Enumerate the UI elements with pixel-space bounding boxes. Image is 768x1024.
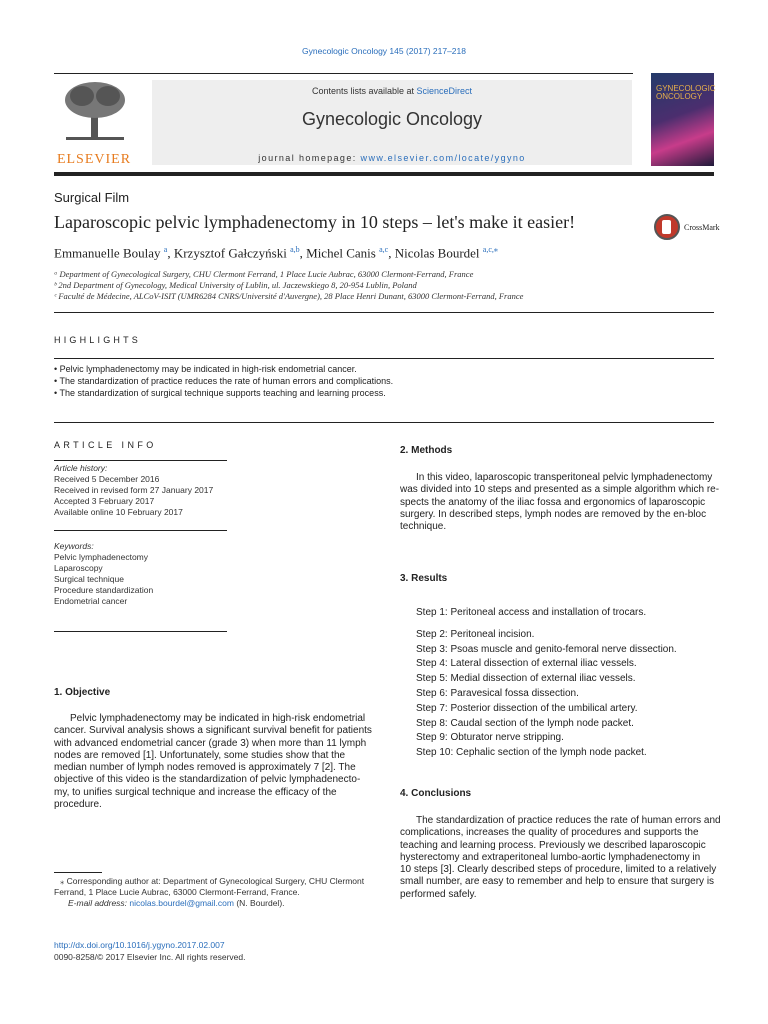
history-item: Received in revised form 27 January 2017 xyxy=(54,485,214,495)
step-item: Step 4: Lateral dissection of external iliac vessels. xyxy=(416,658,637,669)
body-line: 10 steps [3]. Clearly described steps of procedure, limited to a relatively xyxy=(400,864,717,876)
step-item: Step 7: Posterior dissection of the umbilical artery. xyxy=(416,703,638,714)
email-label: E-mail address: xyxy=(68,898,130,908)
divider xyxy=(54,631,227,632)
cover-title-line-1: GYNECOLOGIC xyxy=(656,84,716,93)
keyword[interactable]: Surgical technique xyxy=(54,574,124,584)
header-rule xyxy=(54,73,633,74)
crossmark-badge[interactable] xyxy=(654,214,728,244)
body-line: nodes are removed [1]. Unfortunately, some studies show that the xyxy=(54,749,346,761)
conclusions-body xyxy=(400,815,724,901)
body-line: small number, are easy to remember and help to ensure that surgery is xyxy=(400,876,715,888)
step-item: Step 3: Psoas muscle and genito-femoral nerve dissection. xyxy=(416,644,677,655)
author-name[interactable]: Emmanuelle Boulay xyxy=(54,245,161,261)
results-heading: 3. Results xyxy=(400,573,448,584)
divider xyxy=(54,460,227,461)
step-item: Step 9: Obturator nerve stripping. xyxy=(416,732,564,743)
step-item: Step 2: Peritoneal incision. xyxy=(416,629,535,640)
body-line: Pelvic lymphadenectomy may be indicated in high-risk endometrial xyxy=(70,713,366,724)
contents-prefix: Contents lists available at xyxy=(311,86,417,96)
keyword[interactable]: Endometrial cancer xyxy=(54,596,128,606)
conclusions-heading: 4. Conclusions xyxy=(400,788,472,799)
divider xyxy=(54,422,714,423)
affiliation: ᵃ Department of Gynecological Surgery, CHU Clermont Ferrand, 1 Place Lucie Aubrac, 63000 Clermont-Ferrand, France xyxy=(54,269,474,279)
publisher-name: ELSEVIER xyxy=(56,152,132,167)
history-item: Received 5 December 2016 xyxy=(54,474,160,484)
step-item: Step 6: Paravesical fossa dissection. xyxy=(416,688,579,699)
step-item: Step 1: Peritoneal access and installation of trocars. xyxy=(416,607,647,618)
author-name[interactable]: Krzysztof Gałczyński xyxy=(173,245,287,261)
author-affiliation-marker[interactable]: a,c xyxy=(379,245,389,254)
article-title: Laparoscopic pelvic lymphadenectomy in 10 steps – let's make it easier! xyxy=(54,212,576,232)
author-affiliation-marker[interactable]: a,c,⁎ xyxy=(482,245,498,254)
homepage-line xyxy=(152,153,632,163)
email-link[interactable]: nicolas.bourdel@gmail.com xyxy=(129,898,234,908)
divider xyxy=(54,312,714,313)
history-item: Accepted 3 February 2017 xyxy=(54,496,155,506)
body-line: In this video, laparoscopic transperitoneal pelvic lymphadenectomy xyxy=(416,472,713,483)
homepage-link[interactable]: www.elsevier.com/locate/ygyno xyxy=(360,153,526,163)
section-type: Surgical Film xyxy=(54,190,130,205)
body-line: performed safely. xyxy=(400,888,477,900)
keyword[interactable]: Procedure standardization xyxy=(54,585,154,595)
step-item: Step 8: Caudal section of the lymph node packet. xyxy=(416,718,634,729)
body-line: median number of lymph nodes removed is approximately 7 [2]. The xyxy=(54,762,356,774)
crossmark-label: CrossMark xyxy=(684,223,720,232)
body-line: procedure. xyxy=(54,799,102,811)
corresponding-note-cont: Ferrand, 1 Place Lucie Aubrac, 63000 Clermont-Ferrand, France. xyxy=(54,887,300,897)
author-list: Emmanuelle Boulay $^a$, Krzysztof Gałczyński $^{a,b}$, Michel Canis $^{a,c}$, Nicolas Bourdel $^{a,c,⁎}$ xyxy=(54,245,498,261)
keywords-label: Keywords: xyxy=(54,541,94,551)
history-label: Article history: xyxy=(54,463,108,473)
tree-icon xyxy=(62,80,128,142)
divider xyxy=(54,358,714,359)
body-line: teaching and learning process. Previously we described laparoscopic xyxy=(400,839,706,851)
author-name[interactable]: Michel Canis xyxy=(306,245,376,261)
divider xyxy=(54,530,227,531)
highlights-heading: HIGHLIGHTS xyxy=(54,335,142,345)
copyright: 0090-8258/© 2017 Elsevier Inc. All rights reserved. xyxy=(54,952,246,962)
article-info-heading: ARTICLE INFO xyxy=(54,440,157,450)
contents-line xyxy=(152,86,632,96)
affiliation: ᵇ 2nd Department of Gynecology, Medical University of Lublin, ul. Jaczewskiego 8, 20-954 Lublin, Poland xyxy=(54,280,417,290)
journal-title[interactable]: Gynecologic Oncology xyxy=(301,109,483,129)
crossmark-bookmark-icon xyxy=(662,220,671,234)
body-line: cancer. Survival analysis shows a significant survival benefit for patients xyxy=(54,725,372,737)
footnote-rule xyxy=(54,872,102,873)
affiliation: ᶜ Faculté de Médecine, ALCoV-ISIT (UMR6284 CNRS/Université d'Auvergne), 28 Place Henri Dunant, 63000 Clermont-Ferrand, France xyxy=(54,291,524,301)
journal-cover[interactable] xyxy=(651,73,714,166)
step-item: Step 5: Medial dissection of external iliac vessels. xyxy=(416,673,636,684)
step-item: Step 10: Cephalic section of the lymph node packet. xyxy=(416,747,647,758)
sciencedirect-link[interactable]: ScienceDirect xyxy=(416,86,473,96)
objective-heading: 1. Objective xyxy=(54,687,111,698)
body-line: objective of this video is the standardization of pelvic lymphadenecto- xyxy=(54,774,361,786)
body-line: surgery. In described steps, lymph nodes are removed by the en-bloc xyxy=(400,508,707,520)
body-line: my, to unifies surgical technique and increase the efficacy of the xyxy=(54,786,337,798)
homepage-prefix: journal homepage: xyxy=(258,153,361,163)
history-item: Available online 10 February 2017 xyxy=(54,507,183,517)
author-affiliation-marker[interactable]: a xyxy=(163,245,168,254)
corresponding-note: ⁎ Corresponding author at: Department of Gynecological Surgery, CHU Clermont xyxy=(60,876,365,886)
body-line: technique. xyxy=(400,521,447,533)
journal-reference[interactable]: Gynecologic Oncology 145 (2017) 217–218 xyxy=(302,46,466,56)
methods-heading: 2. Methods xyxy=(400,445,453,456)
body-line: with advanced endometrial cancer (grade 3) when more than 11 lymph xyxy=(54,737,367,749)
body-line: hysterectomy and extraperitoneal lumbo-aortic lymphadenectomy in xyxy=(400,851,701,863)
author-name[interactable]: Nicolas Bourdel xyxy=(394,245,480,261)
highlight-item: • The standardization of surgical technique supports teaching and learning process. xyxy=(54,388,386,398)
body-line: was divided into 10 steps and presented as a simple algorithm which re- xyxy=(400,484,720,496)
email-line xyxy=(68,898,285,909)
objective-body xyxy=(54,713,378,811)
author-affiliation-marker[interactable]: a,b xyxy=(290,245,300,254)
journal-banner xyxy=(152,80,632,165)
body-line: The standardization of practice reduces the rate of human errors and xyxy=(416,815,721,826)
doi-link[interactable]: http://dx.doi.org/10.1016/j.ygyno.2017.02.007 xyxy=(54,940,225,950)
header-thick-rule xyxy=(54,172,714,176)
cover-title xyxy=(656,85,716,101)
keyword[interactable]: Pelvic lymphadenectomy xyxy=(54,552,149,562)
methods-body xyxy=(400,472,724,533)
highlight-item: • The standardization of practice reduces the rate of human errors and complications. xyxy=(54,376,394,386)
keyword[interactable]: Laparoscopy xyxy=(54,563,103,573)
elsevier-logo[interactable] xyxy=(54,78,134,168)
email-suffix: (N. Bourdel). xyxy=(233,898,285,908)
highlight-item: • Pelvic lymphadenectomy may be indicated in high-risk endometrial cancer. xyxy=(54,364,357,374)
body-line: complications, increases the quality of procedures and supports the xyxy=(400,827,699,839)
cover-title-line-2: ONCOLOGY xyxy=(656,92,703,101)
body-line: spects the anatomy of the iliac fossa and ergonomics of laparoscopic xyxy=(400,496,706,508)
